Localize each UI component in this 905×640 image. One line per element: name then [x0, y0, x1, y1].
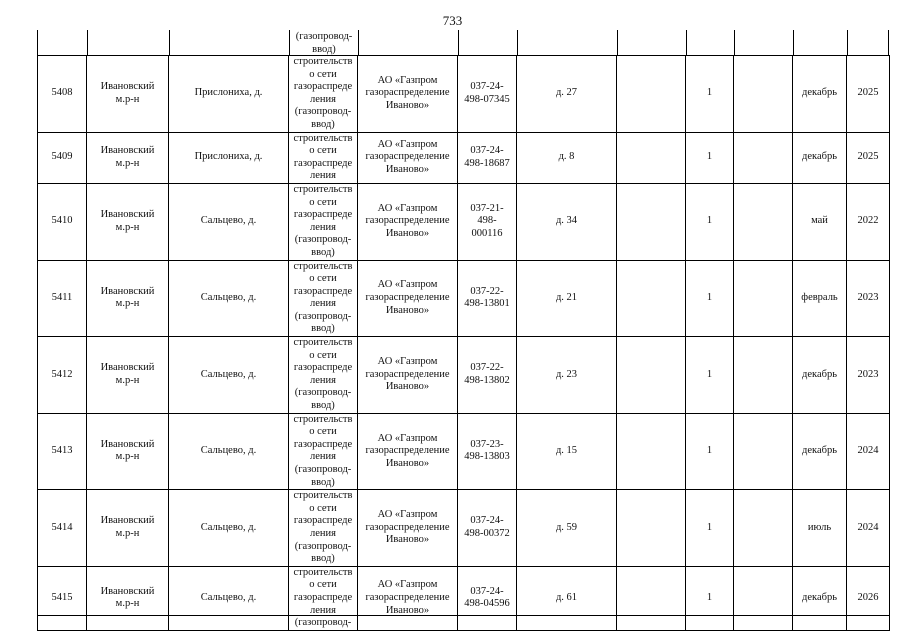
text-line: 498-	[477, 215, 497, 227]
text-line: 037-22-	[470, 362, 504, 374]
text-line: газораспределение	[365, 151, 450, 163]
table-row	[38, 566, 890, 630]
column-divider	[458, 30, 459, 55]
quantity-cell: 1	[686, 413, 734, 490]
work-type-fragment	[289, 31, 359, 56]
district-cell	[87, 413, 169, 490]
row-number-cell: 5413	[38, 413, 87, 490]
column-divider	[517, 30, 518, 55]
empty-cell	[617, 337, 686, 414]
text-line: м.р-н	[115, 221, 140, 233]
text-line: (газопровод-	[294, 617, 352, 629]
object-code-cell	[458, 260, 517, 337]
locality-cell: Сальцево, д.	[169, 337, 289, 414]
text-line: 498-00372	[464, 527, 510, 539]
row-number-cell: 5411	[38, 260, 87, 337]
house-number-cell: д. 21	[517, 260, 617, 337]
text-line: строительств	[293, 132, 353, 144]
text-line: ления	[310, 527, 336, 539]
text-line: Иваново»	[385, 381, 430, 393]
text-line: (газопровод-	[294, 540, 352, 552]
text-line: строительств	[293, 337, 353, 349]
month-cell: декабрь	[793, 413, 847, 490]
text-line: газораспределение	[365, 445, 450, 457]
column-divider	[793, 30, 794, 55]
quantity-cell: 1	[686, 337, 734, 414]
month-cell: май	[793, 183, 847, 260]
empty-cell	[734, 490, 793, 567]
text-line: Ивановский	[100, 362, 155, 374]
text-line: АО «Газпром	[377, 579, 438, 591]
text-line: о сети	[309, 426, 337, 438]
text-line: Ивановский	[100, 285, 155, 297]
text-line: газораспреде	[293, 285, 353, 297]
object-code-cell	[458, 337, 517, 414]
text-line: о сети	[309, 68, 337, 80]
text-line: газораспределение	[365, 521, 450, 533]
house-number-cell: д. 34	[517, 183, 617, 260]
year-cell: 2023	[847, 260, 890, 337]
work-type-cell	[289, 132, 358, 183]
text-line: газораспреде	[293, 591, 353, 603]
text-line: (газопровод-	[294, 387, 352, 399]
table-row	[38, 56, 890, 133]
text-line: ввод)	[311, 246, 335, 258]
text-line: 037-23-	[470, 438, 504, 450]
object-code-cell	[458, 413, 517, 490]
locality-cell: Сальцево, д.	[169, 413, 289, 490]
month-cell: июль	[793, 490, 847, 567]
year-cell: 2024	[847, 413, 890, 490]
organization-cell	[358, 132, 458, 183]
text-line: 498-04596	[464, 598, 510, 610]
row-number-cell: 5414	[38, 490, 87, 567]
table-row	[38, 260, 890, 337]
work-type-cell	[289, 490, 358, 567]
table-row	[38, 183, 890, 260]
text-line: 000116	[471, 228, 503, 240]
quantity-cell: 1	[686, 132, 734, 183]
text-line: Иваново»	[385, 534, 430, 546]
district-cell	[87, 183, 169, 260]
empty-cell	[617, 566, 686, 630]
row-number-cell: 5412	[38, 337, 87, 414]
year-cell: 2026	[847, 566, 890, 630]
organization-cell	[358, 490, 458, 567]
work-type-cell	[289, 337, 358, 414]
text-line: Ивановский	[100, 209, 155, 221]
house-number-cell: д. 59	[517, 490, 617, 567]
text-line: газораспреде	[293, 362, 353, 374]
column-divider	[617, 30, 618, 55]
text-line: АО «Газпром	[377, 279, 438, 291]
text-line: 037-24-	[470, 585, 504, 597]
text-line: ления	[310, 298, 336, 310]
column-divider	[847, 30, 848, 55]
locality-cell: Прислониха, д.	[169, 132, 289, 183]
organization-cell	[358, 56, 458, 133]
table-row	[38, 413, 890, 490]
text-line: (газопровод-	[294, 310, 352, 322]
year-cell: 2022	[847, 183, 890, 260]
column-divider	[87, 30, 88, 55]
year-cell: 2025	[847, 56, 890, 133]
text-line: м.р-н	[115, 374, 140, 386]
text-line: газораспреде	[293, 209, 353, 221]
work-type-cell	[289, 260, 358, 337]
month-cell: декабрь	[793, 132, 847, 183]
text-line: ления	[310, 93, 336, 105]
text-line: Ивановский	[100, 585, 155, 597]
object-code-cell	[458, 490, 517, 567]
text-line: ления	[310, 451, 336, 463]
text-line: ввод)	[311, 118, 335, 130]
text-line: Ивановский	[100, 145, 155, 157]
locality-cell: Сальцево, д.	[169, 566, 289, 630]
text-line: (газопровод-	[294, 106, 352, 118]
text-line: (газопровод-	[294, 234, 352, 246]
text-line: ввод)	[311, 323, 335, 335]
text-line: о сети	[309, 273, 337, 285]
text-line: ления	[310, 170, 336, 182]
quantity-cell: 1	[686, 490, 734, 567]
district-cell	[87, 490, 169, 567]
text-line: 498-13802	[464, 374, 510, 386]
text-line: газораспреде	[293, 81, 353, 93]
object-code-cell	[458, 132, 517, 183]
district-cell	[87, 337, 169, 414]
text-line: о сети	[309, 145, 337, 157]
organization-cell	[358, 260, 458, 337]
text-line: ввод)	[311, 553, 335, 565]
object-code-cell	[458, 56, 517, 133]
text-line: 037-24-	[470, 515, 504, 527]
row-number-cell: 5408	[38, 56, 87, 133]
empty-cell	[734, 337, 793, 414]
text-line: о сети	[309, 502, 337, 514]
text-line: м.р-н	[115, 157, 140, 169]
empty-cell	[617, 413, 686, 490]
text-line: 037-24-	[470, 145, 504, 157]
quantity-cell: 1	[686, 260, 734, 337]
organization-cell	[358, 337, 458, 414]
text-line: Иваново»	[385, 164, 430, 176]
month-cell: декабрь	[793, 56, 847, 133]
text-line: газораспреде	[293, 515, 353, 527]
work-type-cell	[289, 56, 358, 133]
table-bottom-border	[37, 615, 889, 616]
locality-cell: Прислониха, д.	[169, 56, 289, 133]
year-cell: 2023	[847, 337, 890, 414]
text-line: строительств	[293, 56, 353, 67]
year-cell: 2025	[847, 132, 890, 183]
text-line: о сети	[309, 196, 337, 208]
text-line: газораспреде	[293, 157, 353, 169]
text-line: 037-24-	[470, 81, 504, 93]
text-line: (газопровод-	[294, 464, 352, 475]
house-number-cell: д. 8	[517, 132, 617, 183]
page-number: 733	[442, 13, 463, 28]
work-type-cell	[289, 183, 358, 260]
text-line: газораспределение	[365, 87, 450, 99]
locality-cell: Сальцево, д.	[169, 490, 289, 567]
empty-cell	[617, 260, 686, 337]
text-line: 498-13801	[464, 298, 510, 310]
organization-cell	[358, 413, 458, 490]
text-line: строительств	[293, 260, 353, 272]
text-line: о сети	[309, 579, 337, 591]
year-cell: 2024	[847, 490, 890, 567]
text-line: (газопровод-	[295, 31, 353, 42]
empty-cell	[734, 56, 793, 133]
text-line: м.р-н	[115, 451, 140, 463]
organization-cell	[358, 183, 458, 260]
quantity-cell: 1	[686, 566, 734, 630]
object-code-cell	[458, 183, 517, 260]
text-line: Иваново»	[385, 304, 430, 316]
text-line: ввод)	[312, 43, 336, 55]
text-line: м.р-н	[115, 298, 140, 310]
text-line: ввод)	[311, 476, 335, 488]
text-line: Ивановский	[100, 438, 155, 450]
house-number-cell: д. 23	[517, 337, 617, 414]
empty-cell	[734, 413, 793, 490]
table-row	[38, 132, 890, 183]
text-line: газораспределение	[365, 215, 450, 227]
text-line: м.р-н	[115, 598, 140, 610]
text-line: строительств	[293, 490, 353, 502]
text-line: Иваново»	[385, 228, 430, 240]
text-line: газораспределение	[365, 368, 450, 380]
text-line: м.р-н	[115, 527, 140, 539]
row-number-cell: 5410	[38, 183, 87, 260]
row-number-cell: 5415	[38, 566, 87, 630]
text-line: строительств	[293, 566, 353, 578]
text-line: 037-22-	[470, 285, 504, 297]
empty-cell	[617, 183, 686, 260]
text-line: АО «Газпром	[377, 202, 438, 214]
district-cell	[87, 260, 169, 337]
month-cell: декабрь	[793, 566, 847, 630]
text-line: ления	[310, 374, 336, 386]
table-continuation-fragment	[37, 30, 889, 55]
text-line: АО «Газпром	[377, 509, 438, 521]
work-type-cell	[289, 566, 358, 630]
text-line: ления	[310, 221, 336, 233]
table-row	[38, 337, 890, 414]
object-code-cell	[458, 566, 517, 630]
empty-cell	[617, 132, 686, 183]
month-cell: февраль	[793, 260, 847, 337]
text-line: газораспреде	[293, 438, 353, 450]
text-line: Ивановский	[100, 81, 155, 93]
text-line: Иваново»	[385, 457, 430, 469]
text-line: АО «Газпром	[377, 74, 438, 86]
house-number-cell: д. 61	[517, 566, 617, 630]
locality-cell: Сальцево, д.	[169, 260, 289, 337]
house-number-cell: д. 15	[517, 413, 617, 490]
quantity-cell: 1	[686, 56, 734, 133]
text-line: Иваново»	[385, 100, 430, 112]
house-number-cell: д. 27	[517, 56, 617, 133]
table-row	[38, 490, 890, 567]
empty-cell	[734, 566, 793, 630]
empty-cell	[617, 56, 686, 133]
empty-cell	[734, 132, 793, 183]
text-line: 498-13803	[464, 451, 510, 463]
month-cell: декабрь	[793, 337, 847, 414]
organization-cell	[358, 566, 458, 630]
text-line: м.р-н	[115, 93, 140, 105]
text-line: АО «Газпром	[377, 355, 438, 367]
gasification-table	[37, 55, 890, 631]
text-line: газораспределение	[365, 591, 450, 603]
text-line: ления	[310, 604, 336, 616]
district-cell	[87, 566, 169, 630]
text-line: ввод)	[311, 400, 335, 412]
district-cell	[87, 132, 169, 183]
text-line: строительств	[293, 413, 353, 425]
work-type-cell	[289, 413, 358, 490]
empty-cell	[734, 183, 793, 260]
text-line: газораспределение	[365, 291, 450, 303]
locality-cell: Сальцево, д.	[169, 183, 289, 260]
column-divider	[686, 30, 687, 55]
text-line: Ивановский	[100, 515, 155, 527]
text-line: Иваново»	[385, 604, 430, 616]
district-cell	[87, 56, 169, 133]
text-line: 498-18687	[464, 157, 510, 169]
text-line: 498-07345	[464, 93, 510, 105]
text-line: АО «Газпром	[377, 432, 438, 444]
text-line: о сети	[309, 349, 337, 361]
quantity-cell: 1	[686, 183, 734, 260]
empty-cell	[734, 260, 793, 337]
row-number-cell: 5409	[38, 132, 87, 183]
column-divider	[734, 30, 735, 55]
empty-cell	[617, 490, 686, 567]
text-line: АО «Газпром	[377, 138, 438, 150]
text-line: строительств	[293, 183, 353, 195]
column-divider	[169, 30, 170, 55]
text-line: 037-21-	[470, 202, 504, 214]
